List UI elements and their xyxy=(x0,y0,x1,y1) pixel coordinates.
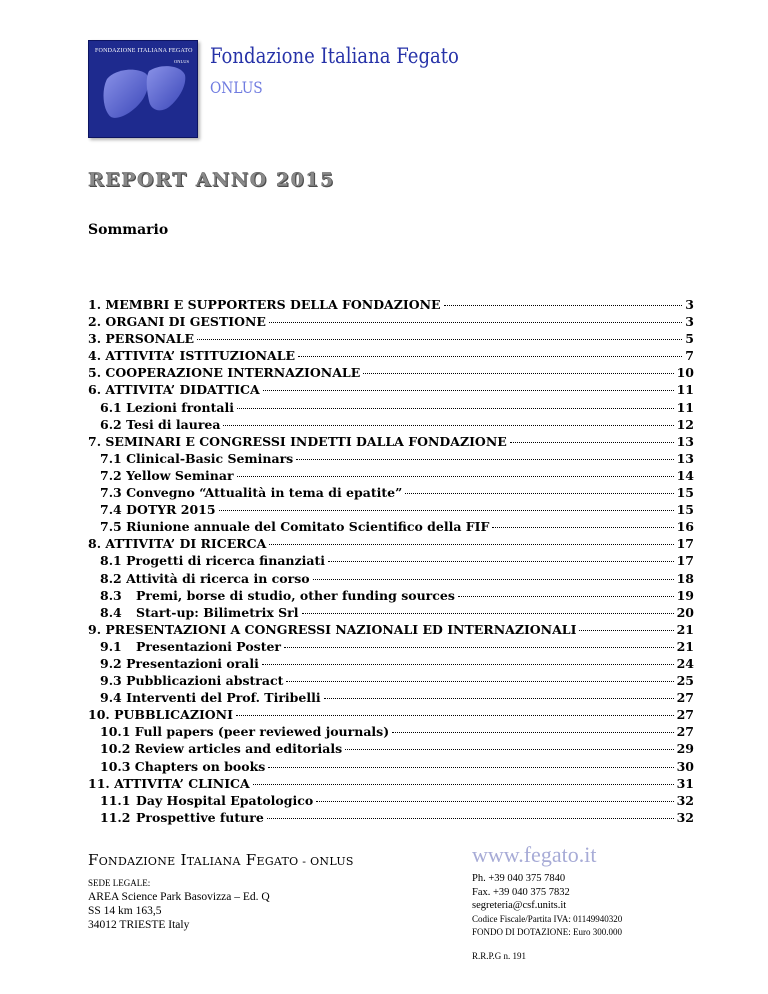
toc-leader-dots xyxy=(237,407,674,409)
footer-fund: FONDO DI DOTAZIONE: Euro 300.000 xyxy=(472,927,623,937)
toc-leader-dots xyxy=(458,595,674,597)
toc-leader-dots xyxy=(267,817,674,819)
toc-entry-page: 16 xyxy=(676,519,694,535)
toc-entry-title: Premi, borse di studio, other funding sources xyxy=(136,587,455,603)
toc-leader-dots xyxy=(345,748,673,750)
toc-entry-number: 8.4 xyxy=(100,604,122,620)
toc-entry-page: 21 xyxy=(676,638,694,654)
toc-entry-title: 3. PERSONALE xyxy=(88,331,195,347)
toc-entry-page: 3 xyxy=(685,297,694,312)
toc-entry-page: 27 xyxy=(676,690,694,706)
toc-entry[interactable] xyxy=(88,519,694,536)
toc-leader-dots xyxy=(444,304,683,306)
toc-leader-dots xyxy=(405,492,673,494)
toc-leader-dots xyxy=(298,355,682,357)
toc-leader-dots xyxy=(284,646,674,648)
toc-entry[interactable] xyxy=(88,656,694,673)
toc-leader-dots xyxy=(236,714,674,716)
toc-leader-dots xyxy=(392,731,673,733)
toc-entry-page: 27 xyxy=(676,707,694,723)
toc-entry-title: 10. PUBBLICAZIONI xyxy=(88,707,233,723)
toc-entry[interactable] xyxy=(88,793,694,810)
toc-entry-page: 17 xyxy=(676,553,694,569)
toc-entry-number: 8.3 xyxy=(100,587,122,603)
footer-registration: R.R.P.G n. 191 xyxy=(472,950,527,961)
footer-address xyxy=(88,876,270,932)
toc-entry-title: 8.1 Progetti di ricerca finanziati xyxy=(100,553,325,569)
toc-entry-page: 18 xyxy=(676,570,694,586)
toc-entry-title: Start-up: Bilimetrix Srl xyxy=(136,604,299,620)
toc-entry[interactable] xyxy=(88,451,694,468)
toc-leader-dots xyxy=(316,800,673,802)
brand-title: Fondazione Italiana Fegato xyxy=(210,44,459,68)
toc-leader-dots xyxy=(263,389,674,391)
toc-entry[interactable] xyxy=(88,605,694,622)
toc-entry-page: 24 xyxy=(676,655,694,671)
toc-entry[interactable] xyxy=(88,434,694,451)
toc-entry-title: 6. ATTIVITA’ DIDATTICA xyxy=(88,382,260,398)
toc-entry-page: 11 xyxy=(676,382,694,398)
footer-address-line: AREA Science Park Basovizza – Ed. Q xyxy=(88,891,270,903)
toc-entry-number: 11.1 xyxy=(100,792,131,808)
toc-leader-dots xyxy=(268,766,673,768)
toc-entry-title: 7. SEMINARI E CONGRESSI INDETTI DALLA FONDAZIONE xyxy=(88,433,507,449)
footer-phone: Ph. +39 040 375 7840 xyxy=(472,873,566,884)
toc-entry-title: 10.1 Full papers (peer reviewed journals) xyxy=(100,724,390,740)
toc-entry[interactable] xyxy=(88,553,694,570)
liver-icon xyxy=(89,41,197,137)
toc-entry-page: 13 xyxy=(676,450,694,466)
toc-entry[interactable] xyxy=(88,571,694,588)
toc-entry-title: 7.4 DOTYR 2015 xyxy=(100,502,216,518)
toc-entry-page: 13 xyxy=(676,433,694,449)
footer-organization xyxy=(88,851,354,869)
toc-entry-title: Prospettive future xyxy=(136,809,264,825)
toc-entry-page: 21 xyxy=(676,621,694,637)
footer-email[interactable]: segreteria@csf.units.it xyxy=(472,900,567,911)
toc-entry-page: 5 xyxy=(685,331,694,347)
toc-entry-page: 10 xyxy=(676,365,694,381)
logo-text: FONDAZIONE ITALIANA FEGATO xyxy=(95,48,193,54)
foundation-logo xyxy=(88,40,198,138)
toc-entry-title: 9.4 Interventi del Prof. Tiribelli xyxy=(100,690,321,706)
toc-entry-title: 7.5 Riunione annuale del Comitato Scientifico della FIF xyxy=(100,519,490,535)
toc-entry[interactable] xyxy=(88,741,694,758)
toc-entry-page: 15 xyxy=(676,485,694,501)
toc-entry-number: 9.1 xyxy=(100,638,122,654)
footer-contacts xyxy=(472,872,622,963)
toc-leader-dots xyxy=(262,663,674,665)
toc-entry[interactable] xyxy=(88,382,694,399)
toc-entry-title: Day Hospital Epatologico xyxy=(136,792,314,808)
toc-leader-dots xyxy=(328,560,674,562)
toc-entry-title: 5. COOPERAZIONE INTERNAZIONALE xyxy=(88,365,361,381)
toc-entry[interactable] xyxy=(88,759,694,776)
toc-entry-title: Presentazioni Poster xyxy=(136,638,282,654)
toc-entry-title: 6.2 Tesi di laurea xyxy=(100,416,221,432)
footer-org-name: Fondazione Italiana Fegato xyxy=(88,851,299,869)
toc-entry-page: 29 xyxy=(676,741,694,757)
toc-entry-page: 27 xyxy=(676,724,694,740)
toc-entry[interactable] xyxy=(88,400,694,417)
toc-entry-title: 10.3 Chapters on books xyxy=(100,758,266,774)
toc-entry-page: 20 xyxy=(676,604,694,620)
toc-entry-page: 7 xyxy=(685,348,694,364)
toc-leader-dots xyxy=(237,475,674,477)
toc-entry-title: 9.2 Presentazioni orali xyxy=(100,655,259,671)
toc-entry-title: 4. ATTIVITA’ ISTITUZIONALE xyxy=(88,348,296,364)
toc-entry-title: 2. ORGANI DI GESTIONE xyxy=(88,314,266,330)
footer-tax-code: Codice Fiscale/Partita IVA: 01149940320 xyxy=(472,913,623,924)
toc-leader-dots xyxy=(363,372,673,374)
toc-entry[interactable] xyxy=(88,588,694,605)
toc-entry-title: 7.2 Yellow Seminar xyxy=(100,467,234,483)
toc-entry-page: 12 xyxy=(676,416,694,432)
toc-entry-number: 11.2 xyxy=(100,809,131,825)
toc-leader-dots xyxy=(269,321,682,323)
footer-org-suffix: - ONLUS xyxy=(298,855,354,868)
toc-entry-title: 9.3 Pubblicazioni abstract xyxy=(100,673,284,689)
toc-entry[interactable] xyxy=(88,297,694,314)
toc-entry-page: 32 xyxy=(676,792,694,808)
footer-address-line: 34012 TRIESTE Italy xyxy=(88,919,190,931)
toc-entry[interactable] xyxy=(88,348,694,365)
toc-entry[interactable] xyxy=(88,690,694,707)
toc-entry[interactable] xyxy=(88,622,694,639)
toc-entry[interactable] xyxy=(88,673,694,690)
toc-entry-title: 8.2 Attività di ricerca in corso xyxy=(100,570,310,586)
logo-subtext: ONLUS xyxy=(173,59,189,64)
toc-leader-dots xyxy=(286,680,673,682)
toc-entry-page: 19 xyxy=(676,587,694,603)
toc-entry[interactable] xyxy=(88,314,694,331)
toc-entry-title: 7.1 Clinical-Basic Seminars xyxy=(100,450,294,466)
toc-entry-title: 9. PRESENTAZIONI A CONGRESSI NAZIONALI ED INTERNAZIONALI xyxy=(88,621,577,637)
footer-address-line: SS 14 km 163,5 xyxy=(88,905,162,917)
toc-leader-dots xyxy=(223,424,673,426)
toc-entry[interactable] xyxy=(88,417,694,434)
footer-address-label: SEDE LEGALE: xyxy=(88,878,151,888)
toc-entry-page: 11 xyxy=(676,399,694,415)
toc-entry[interactable] xyxy=(88,468,694,485)
brand-subtitle: ONLUS xyxy=(210,78,263,97)
toc-entry[interactable] xyxy=(88,331,694,348)
footer-fax: Fax. +39 040 375 7832 xyxy=(472,886,570,898)
toc-entry-title: 10.2 Review articles and editorials xyxy=(100,741,343,757)
summary-heading: Sommario xyxy=(88,222,169,238)
toc-entry-title: 8. ATTIVITA’ DI RICERCA xyxy=(88,536,267,552)
toc-entry-page: 17 xyxy=(676,536,694,552)
toc-entry[interactable] xyxy=(88,707,694,724)
toc-leader-dots xyxy=(253,783,674,785)
toc-leader-dots xyxy=(296,458,673,460)
footer-website[interactable]: www.fegato.it xyxy=(472,842,597,867)
toc-leader-dots xyxy=(269,543,673,545)
toc-entry[interactable] xyxy=(88,485,694,502)
toc-entry-title: 11. ATTIVITA’ CLINICA xyxy=(88,775,250,791)
toc-leader-dots xyxy=(197,338,682,340)
report-title: REPORT ANNO 2015 xyxy=(88,169,335,191)
toc-leader-dots xyxy=(579,629,673,631)
toc-entry[interactable] xyxy=(88,536,694,553)
toc-entry-page: 30 xyxy=(676,758,694,774)
toc-entry[interactable] xyxy=(88,776,694,793)
toc-leader-dots xyxy=(324,697,674,699)
toc-leader-dots xyxy=(492,526,673,528)
toc-entry[interactable] xyxy=(88,502,694,519)
toc-leader-dots xyxy=(313,578,674,580)
toc-entry-title: 1. MEMBRI E SUPPORTERS DELLA FONDAZIONE xyxy=(88,297,441,312)
toc-entry-page: 31 xyxy=(676,775,694,791)
toc-entry-title: 7.3 Convegno “Attualità in tema di epatite” xyxy=(100,485,403,501)
toc-entry-title: 6.1 Lezioni frontali xyxy=(100,399,234,415)
toc-entry-page: 3 xyxy=(685,314,694,330)
toc-entry[interactable] xyxy=(88,365,694,382)
toc-leader-dots xyxy=(302,612,674,614)
table-of-contents xyxy=(88,297,694,827)
toc-entry-page: 25 xyxy=(676,673,694,689)
toc-entry-page: 14 xyxy=(676,467,694,483)
toc-leader-dots xyxy=(219,509,674,511)
toc-entry-page: 15 xyxy=(676,502,694,518)
toc-leader-dots xyxy=(510,441,674,443)
toc-entry[interactable] xyxy=(88,639,694,656)
toc-entry[interactable] xyxy=(88,724,694,741)
toc-entry[interactable] xyxy=(88,810,694,827)
toc-entry-page: 32 xyxy=(676,809,694,825)
